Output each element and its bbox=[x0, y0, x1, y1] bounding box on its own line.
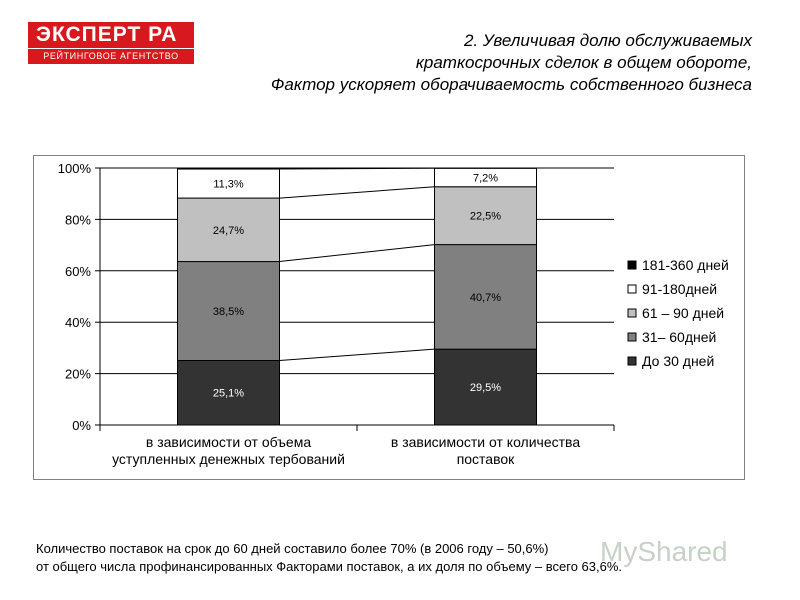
x-category-label: в зависимости от объема bbox=[145, 434, 312, 450]
logo-bottom-text: РЕЙТИНГОВОЕ АГЕНТСТВО bbox=[28, 49, 194, 64]
x-category-label: уступленных денежных тербований bbox=[112, 451, 345, 467]
legend-label: 181-360 дней bbox=[642, 257, 729, 273]
legend-swatch bbox=[628, 357, 636, 365]
y-tick-label: 0% bbox=[72, 418, 91, 433]
legend-swatch bbox=[628, 261, 636, 269]
data-label: 29,5% bbox=[469, 382, 502, 395]
data-label: 38,5% bbox=[212, 306, 245, 319]
watermark: MyShared bbox=[600, 536, 728, 567]
legend-swatch bbox=[628, 333, 636, 341]
legend-swatch bbox=[628, 309, 636, 317]
footnote bbox=[36, 540, 622, 576]
data-label: 40,7% bbox=[469, 291, 502, 304]
series-connector bbox=[280, 187, 435, 198]
series-connector bbox=[280, 245, 435, 262]
title-line-2: краткосрочных сделок в общем обороте, bbox=[415, 53, 752, 72]
footnote-line-2: от общего числа профинансированных Факторами поставок, а их доля по объему – всего 63,6%. bbox=[36, 559, 623, 574]
data-label: 22,5% bbox=[469, 210, 502, 223]
bar-segment bbox=[178, 168, 280, 169]
y-tick-label: 100% bbox=[57, 161, 91, 176]
data-label: 25,1% bbox=[212, 387, 245, 400]
data-label: 7,2% bbox=[472, 172, 499, 185]
y-tick-label: 60% bbox=[64, 263, 91, 279]
footnote-line-1: Количество поставок на срок до 60 дней составило более 70% (в 2006 году – 50,6%) bbox=[36, 541, 549, 556]
legend-label: До 30 дней bbox=[642, 353, 715, 369]
data-label: 11,3% bbox=[213, 178, 244, 191]
y-tick-label: 40% bbox=[64, 315, 91, 331]
legend-label: 31– 60дней bbox=[642, 329, 717, 345]
legend-label: 91-180дней bbox=[642, 281, 718, 297]
logo-top-text: ЭКСПЕРТ РА bbox=[28, 22, 194, 48]
y-tick-label: 20% bbox=[64, 366, 91, 382]
title-line-3: Фактор ускоряет оборачиваемость собственного бизнеса bbox=[270, 75, 752, 94]
title-line-1: 2. Увеличивая долю обслуживаемых bbox=[463, 31, 752, 50]
legend-swatch bbox=[628, 285, 636, 293]
y-tick-label: 80% bbox=[64, 212, 91, 228]
series-connector bbox=[280, 349, 435, 360]
legend-label: 61 – 90 дней bbox=[642, 305, 725, 321]
x-category-label: поставок bbox=[456, 451, 515, 467]
x-category-label: в зависимости от количества bbox=[390, 434, 581, 450]
data-label: 24,7% bbox=[212, 224, 245, 237]
